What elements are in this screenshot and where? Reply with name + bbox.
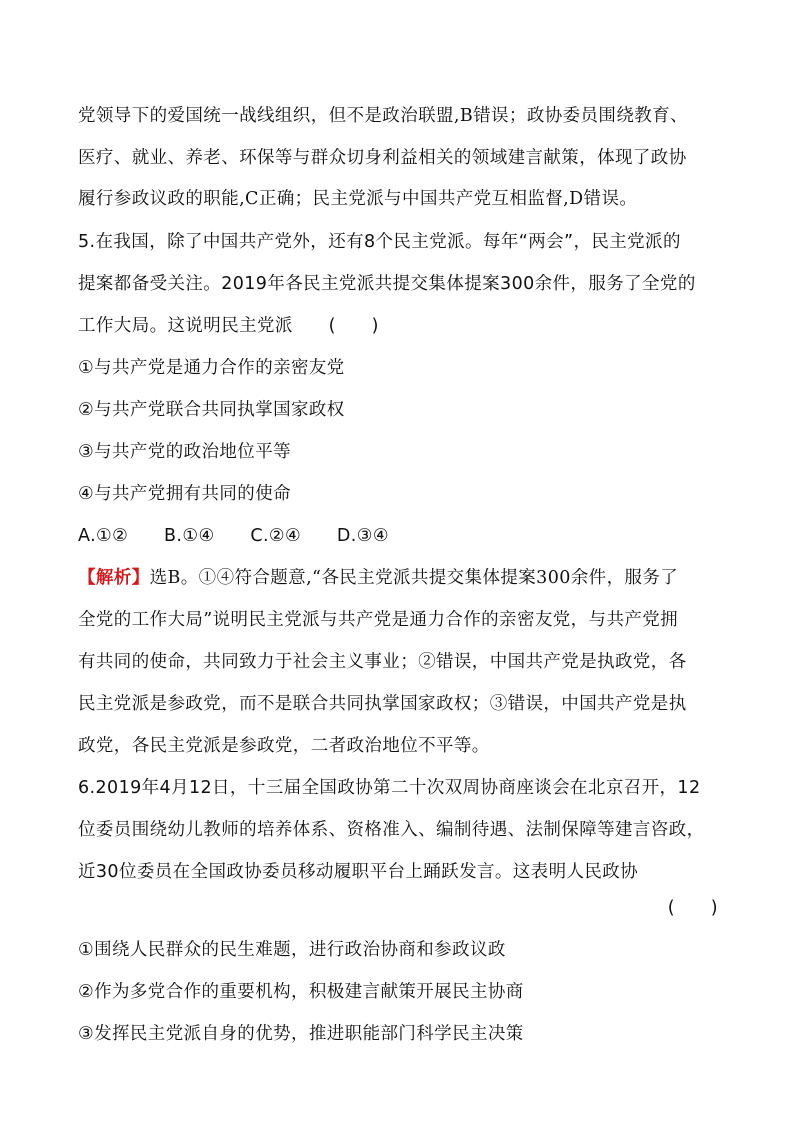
q6-option-3: ③发挥民主党派自身的优势，推进职能部门科学民主决策 (78, 1024, 524, 1044)
q6-answer-bracket: ( ) (667, 898, 718, 918)
q5-stem-line-3: 工作大局。这说明民主党派 ( ) (78, 316, 379, 336)
q5-option-2: ②与共产党联合共同执掌国家政权 (78, 400, 345, 420)
analysis5-line-1-text: 选B。①④符合题意,“各民主党派共提交集体提案300余件，服务了 (149, 568, 679, 588)
q6-option-1: ①围绕人民群众的民生难题，进行政治协商和参政议政 (78, 940, 506, 960)
analysis5-line-5: 政党，各民主党派是参政党，二者政治地位不平等。 (78, 736, 490, 756)
analysis5-line-2: 全党的工作大局”说明民主党派与共产党是通力合作的亲密友党，与共产党拥 (78, 610, 679, 630)
q5-option-1: ①与共产党是通力合作的亲密友党 (78, 358, 345, 378)
analysis-prev-line-2: 医疗、就业、养老、环保等与群众切身利益相关的领域建言献策，体现了政协 (78, 148, 687, 168)
q6-stem-line-1: 6.2019年4月12日，十三届全国政协第二十次双周协商座谈会在北京召开，12 (78, 778, 701, 798)
q5-choices: A.①② B.①④ C.②④ D.③④ (78, 526, 389, 546)
analysis5-line-4: 民主党派是参政党，而不是联合共同执掌国家政权；③错误，中国共产党是执 (78, 694, 687, 714)
analysis-prev-line-1: 党领导下的爱国统一战线组织，但不是政治联盟,B错误；政协委员围绕教育、 (78, 106, 688, 126)
analysis5-line-3: 有共同的使命，共同致力于社会主义事业；②错误，中国共产党是执政党，各 (78, 652, 687, 672)
q6-stem-line-2: 位委员围绕幼儿教师的培养体系、资格准入、编制待遇、法制保障等建言咨政， (78, 820, 705, 840)
analysis-prev-line-3: 履行参政议政的职能,C正确；民主党派与中国共产党互相监督,D错误。 (78, 189, 638, 209)
q5-option-4: ④与共产党拥有共同的使命 (78, 484, 291, 504)
q6-option-2: ②作为多党合作的重要机构，积极建言献策开展民主协商 (78, 982, 524, 1002)
q5-stem-line-2: 提案都备受关注。2019年各民主党派共提交集体提案300余件，服务了全党的 (78, 274, 696, 294)
q5-stem-line-1: 5.在我国，除了中国共产党外，还有8个民主党派。每年“两会”，民主党派的 (78, 232, 681, 252)
analysis5-line-1 (78, 566, 728, 590)
q5-option-3: ③与共产党的政治地位平等 (78, 442, 291, 462)
analysis-tag: 【解析】 (78, 568, 150, 588)
q6-stem-line-3: 近30位委员在全国政协委员移动履职平台上踊跃发言。这表明人民政协 (78, 862, 639, 882)
